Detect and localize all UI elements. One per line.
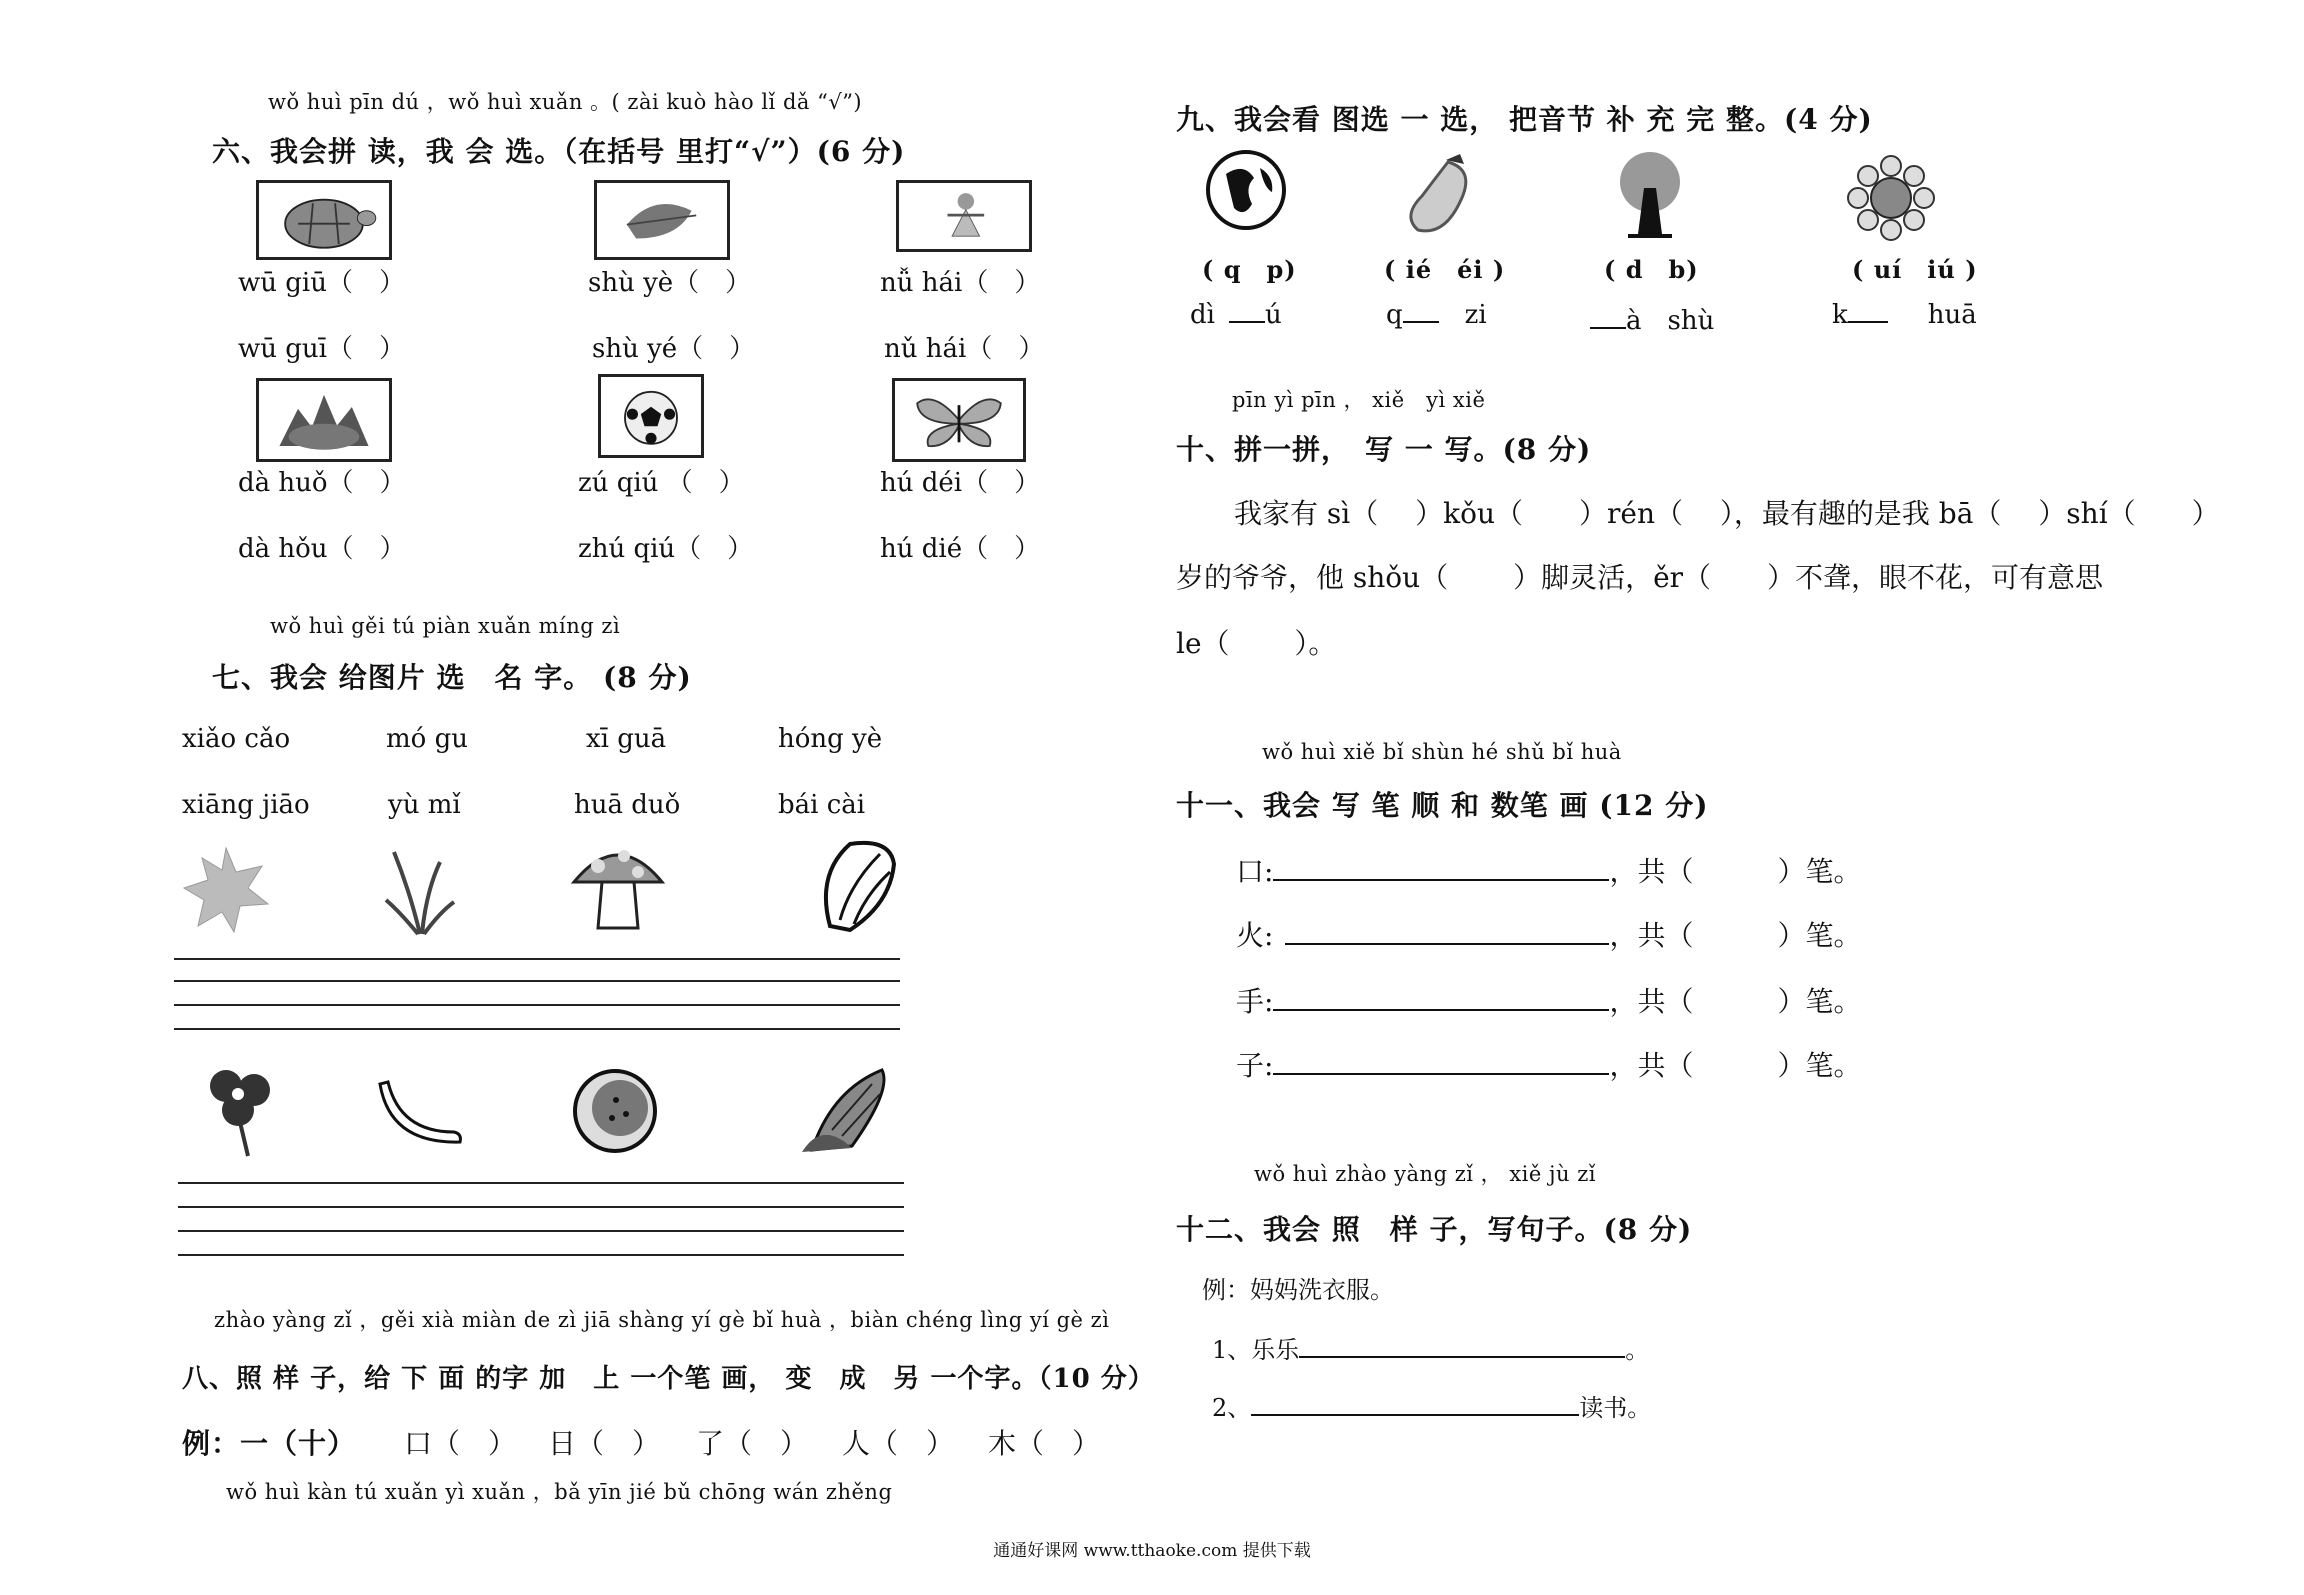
stroke-count: ，共（ ）笔。 (1609, 985, 1862, 1018)
s9-choice: ( d b) (1604, 255, 1699, 284)
s6-r1c3-opt-b: nǔ hái（ ） (884, 334, 1045, 364)
stroke-char: 口: (1236, 855, 1274, 888)
s12-item-1-pre: 1、乐乐 (1212, 1336, 1300, 1364)
s6-r1c2-opt-b: shù yé（ ） (592, 334, 756, 364)
s10-line1: 我家有 sì（ ）kǒu（ ）rén（ ），最有趣的是我 bā（ ）shí（ ） (1234, 497, 2220, 530)
stroke-count: ，共（ ）笔。 (1609, 919, 1862, 952)
stroke-order-blank[interactable] (1285, 943, 1609, 945)
s7-word: xī guā (586, 724, 667, 754)
s7-pinyin: wǒ huì gěi tú piàn xuǎn míng zì (270, 614, 621, 638)
s7-word: xiāng jiāo (182, 790, 310, 820)
s6-r1c1-opt-a: wū giū（ ） (238, 268, 405, 298)
s8-item: 了（ ） (696, 1427, 809, 1460)
s7-word: yù mǐ (388, 790, 461, 820)
s6-pinyin: wǒ huì pīn dú ，wǒ huì xuǎn 。( zài kuò hào lǐ dǎ “√”) (268, 90, 863, 114)
writing-line (174, 1028, 900, 1030)
s8-item: 人（ ） (842, 1427, 955, 1460)
s9-pre: q (1386, 300, 1403, 330)
corn-icon (792, 1060, 898, 1160)
s8-pinyin2: wǒ huì kàn tú xuǎn yì xuǎn ，bǎ yīn jié bǔ chōng wán zhěng (226, 1480, 893, 1504)
s11-pinyin: wǒ huì xiě bǐ shùn hé shǔ bǐ huà (1262, 740, 1622, 764)
sunflower-icon (1844, 154, 1938, 244)
maple-leaf-icon (178, 842, 274, 938)
s8-example: 例：一（十） (182, 1427, 357, 1460)
stroke-order-blank[interactable] (1273, 1073, 1609, 1075)
writing-line (174, 980, 900, 982)
s10-pinyin: pīn yì pīn ， xiě yì xiě (1232, 388, 1486, 412)
soccer-ball-icon (598, 374, 704, 458)
s12-item-1-post: 。 (1625, 1336, 1650, 1364)
eggplant-icon (1398, 150, 1482, 240)
turtle-icon (256, 180, 392, 260)
s9-fill-1 (1190, 300, 1282, 330)
s12-item-1 (1212, 1330, 1649, 1365)
s10-line3: le（ ）。 (1176, 627, 1337, 660)
globe-icon (1204, 148, 1288, 232)
answer-blank[interactable] (1590, 327, 1626, 329)
writing-line (174, 958, 900, 960)
banana-icon (370, 1074, 470, 1154)
s9-post: huā (1927, 300, 1977, 330)
s7-word: hóng yè (778, 724, 883, 754)
s6-r2c3-opt-b: hú dié（ ） (880, 534, 1041, 564)
stroke-count: ，共（ ）笔。 (1609, 1049, 1862, 1082)
s8-item: 口（ ） (404, 1427, 517, 1460)
answer-blank[interactable] (1229, 321, 1265, 323)
stroke-row (1236, 1044, 1861, 1084)
s6-title: 六、我会拼 读，我 会 选。（在括号 里打“√”）(6 分) (212, 135, 906, 168)
stroke-row (1236, 914, 1861, 954)
watermelon-icon (570, 1066, 660, 1156)
s12-example: 例：妈妈洗衣服。 (1202, 1276, 1394, 1304)
s7-word: bái cài (778, 790, 866, 820)
s6-r2c3-opt-a: hú déi（ ） (880, 468, 1041, 498)
stroke-row (1236, 850, 1861, 890)
sentence-blank[interactable] (1299, 1356, 1625, 1358)
tree-icon (1608, 148, 1692, 240)
flower-icon (196, 1060, 282, 1158)
butterfly-icon (892, 378, 1026, 462)
s9-post: zi (1464, 300, 1487, 330)
stroke-char: 子: (1236, 1049, 1274, 1082)
s9-post: ú (1264, 300, 1282, 330)
s8-title: 八、照 样 子，给 下 面 的字 加 上 一个笔 画， 变 成 另 一个字。（10 分） (182, 1364, 1155, 1394)
writing-line (174, 1004, 900, 1006)
s10-line2: 岁的爷爷，他 shǒu（ ）脚灵活，ěr（ ）不聋，眼不花，可有意思 (1176, 561, 2104, 594)
writing-line (178, 1230, 904, 1232)
s6-r1c3-opt-a: nǚ hái（ ） (880, 268, 1041, 298)
s7-word: huā duǒ (574, 790, 681, 820)
s7-word: mó gu (386, 724, 468, 754)
s9-fill-3 (1590, 300, 1714, 337)
stroke-order-blank[interactable] (1273, 879, 1609, 881)
girl-icon (896, 180, 1032, 252)
s9-title: 九、我会看 图选 一 选， 把音节 补 充 完 整。(4 分) (1176, 103, 1873, 136)
answer-blank[interactable] (1403, 321, 1439, 323)
s6-r1c1-opt-b: wū guī（ ） (238, 334, 405, 364)
s8-item: 日（ ） (548, 1427, 661, 1460)
s6-r2c1-opt-a: dà huǒ（ ） (238, 468, 406, 498)
writing-line (178, 1206, 904, 1208)
s9-choice: ( uí iú ) (1852, 255, 1978, 284)
grass-icon (380, 842, 460, 938)
s9-pre: k (1832, 300, 1848, 330)
s9-post: à shù (1626, 306, 1715, 336)
sentence-blank[interactable] (1251, 1414, 1579, 1416)
s12-item-2-post: 读书。 (1579, 1394, 1652, 1422)
s9-choice: ( ié éi ) (1384, 255, 1506, 284)
s9-pre: dì (1190, 300, 1215, 330)
writing-line (178, 1254, 904, 1256)
s7-title: 七、我会 给图片 选 名 字。 (8 分) (212, 661, 692, 694)
leaf-icon (594, 180, 730, 260)
s10-title: 十、拼一拼， 写 一 写。(8 分) (1176, 433, 1592, 466)
s6-r2c2-opt-b: zhú qiú（ ） (578, 534, 754, 564)
stroke-char: 火: (1236, 919, 1274, 952)
stroke-row (1236, 980, 1861, 1020)
cabbage-icon (810, 834, 902, 934)
s8-item: 木（ ） (988, 1427, 1101, 1460)
s8-pinyin: zhào yàng zǐ ，gěi xià miàn de zì jiā shàng yí gè bǐ huà ，biàn chéng lìng yí gè zì (214, 1308, 1110, 1332)
stroke-char: 手: (1236, 985, 1274, 1018)
s6-r2c1-opt-b: dà hǒu（ ） (238, 534, 406, 564)
footer-credit: 通通好课网 www.tthaoke.com 提供下载 (993, 1541, 1311, 1561)
s12-item-2 (1212, 1388, 1651, 1423)
s7-word: xiǎo cǎo (182, 724, 291, 754)
writing-line (178, 1182, 904, 1184)
s11-title: 十一、我会 写 笔 顺 和 数笔 画 (12 分) (1176, 789, 1709, 822)
s9-fill-2 (1386, 300, 1487, 330)
fire-icon (256, 378, 392, 462)
mushroom-icon (568, 836, 668, 936)
stroke-order-blank[interactable] (1273, 1009, 1609, 1011)
s9-choice: ( q p) (1202, 255, 1297, 284)
answer-blank[interactable] (1848, 321, 1888, 323)
stroke-count: ，共（ ）笔。 (1609, 855, 1862, 888)
s6-r2c2-opt-a: zú qiú （ ） (578, 468, 745, 498)
s9-fill-4 (1832, 300, 1977, 330)
s6-r1c2-opt-a: shù yè（ ） (588, 268, 752, 298)
s12-item-2-pre: 2、 (1212, 1394, 1252, 1422)
s12-title: 十二、我会 照 样 子，写句子。(8 分) (1176, 1213, 1693, 1246)
s12-pinyin: wǒ huì zhào yàng zǐ ， xiě jù zǐ (1254, 1162, 1596, 1186)
